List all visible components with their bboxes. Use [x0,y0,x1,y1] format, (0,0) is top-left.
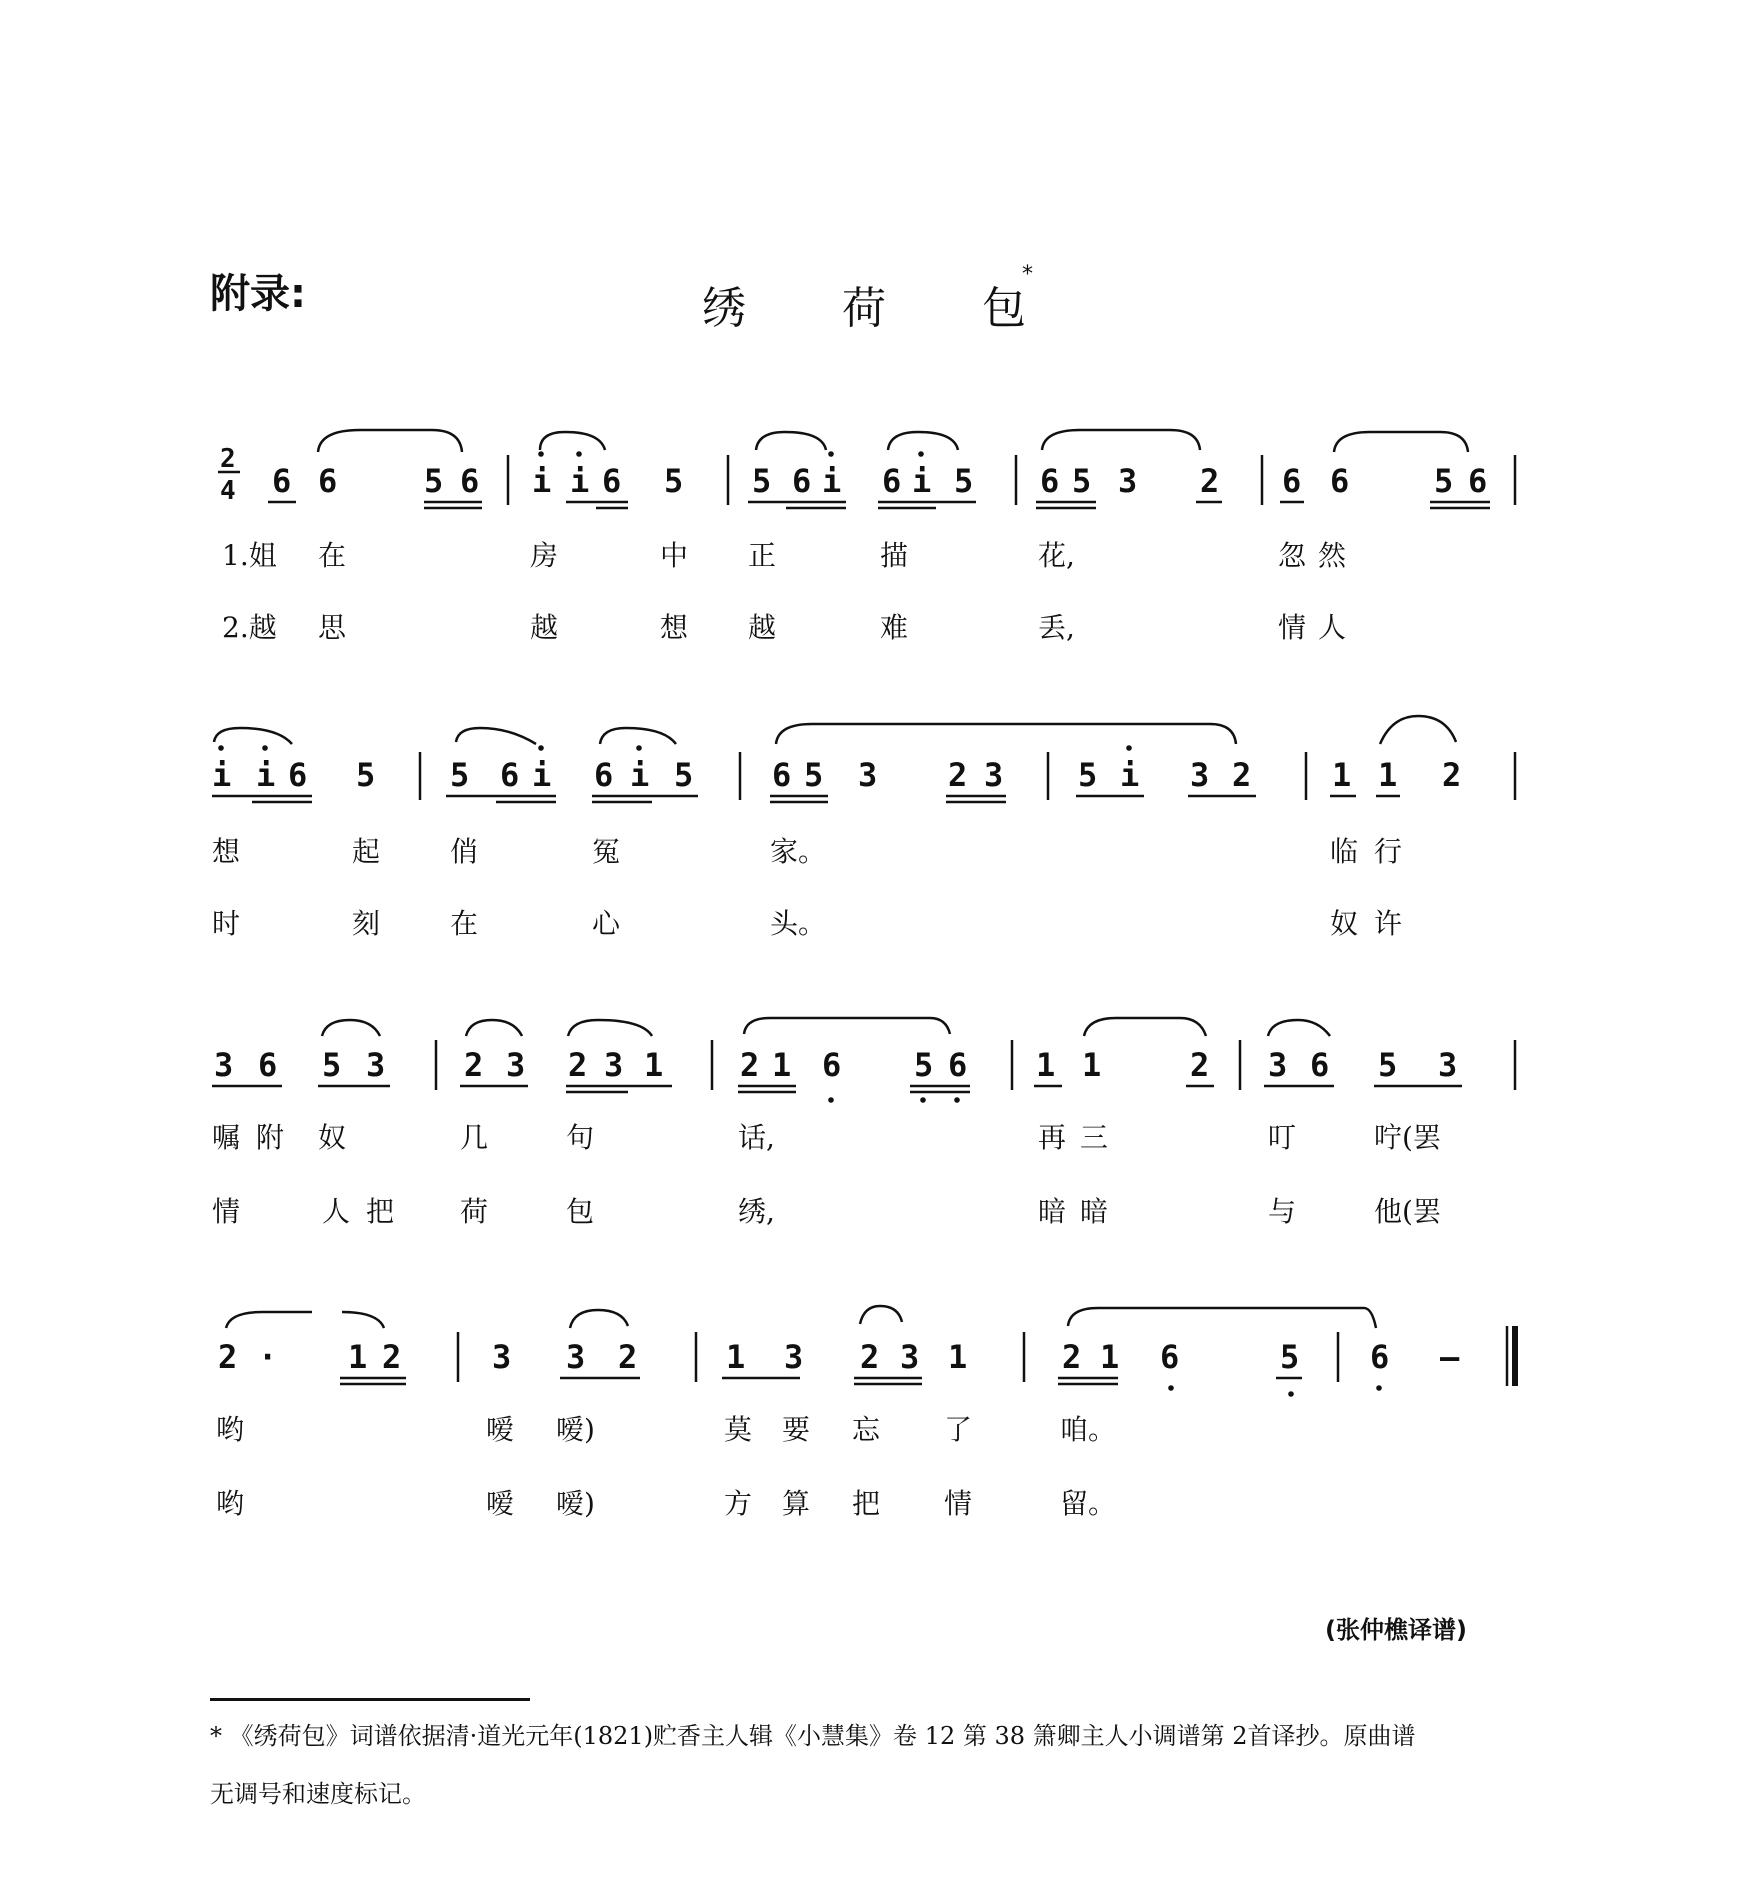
note: 6 [272,462,292,500]
note: 3 [984,756,1004,794]
title-char-2: 荷 [842,283,886,334]
note: i [532,756,552,794]
note: 6 [882,462,902,500]
slur [226,1312,312,1328]
lyric-v2: 刻 [352,907,381,940]
slur [540,432,605,450]
lyric-v1: 冤 [592,835,621,868]
note: 3 [366,1046,386,1084]
lyric-v1: 话, [738,1121,775,1154]
lyric-v2: 思 [318,611,347,644]
note: 6 [792,462,812,500]
note: 1 [772,1046,792,1084]
note: 6 [318,462,338,500]
slur [776,724,1236,744]
lyric-v1: 句 [566,1121,595,1154]
note: 2 [568,1046,588,1084]
note: 3 [566,1338,586,1376]
lyric-v1: 咱。 [1060,1413,1117,1446]
note: 5 [1280,1338,1300,1376]
lyric-v2: 暗 [1038,1195,1067,1228]
note: 6 [1370,1338,1390,1376]
slur [1380,716,1456,744]
note: 1 [348,1338,368,1376]
note: i [570,462,590,500]
high-octave-dot [1126,745,1132,751]
slur [756,432,826,450]
slur [318,430,462,452]
note: 5 [450,756,470,794]
slur [1268,1020,1330,1036]
note: 1 [1082,1046,1102,1084]
lyric-v2: 嗳 [486,1487,515,1520]
low-octave-dot [1376,1385,1382,1391]
note: 1 [726,1338,746,1376]
lyric-v2: 想 [660,611,689,644]
low-octave-dot [828,1097,834,1103]
lyric-v1: 房 [530,539,559,572]
high-octave-dot [538,745,544,751]
lyric-v1: 花, [1038,539,1075,572]
note: 1 [948,1338,968,1376]
note: 2 [382,1338,402,1376]
time-sig-top: 2 [220,444,236,474]
lyric-v2: 人 [322,1195,351,1228]
note: 2 [740,1046,760,1084]
slur [342,1312,384,1328]
lyric-v2: 丢, [1038,611,1075,644]
time-sig-bottom: 4 [220,476,236,506]
lyric-v2: 在 [450,907,479,940]
high-octave-dot [218,745,224,751]
lyric-v1: 1.姐 [222,539,277,572]
note: i [212,756,232,794]
lyric-v1: 再 [1038,1121,1067,1154]
note: 2 [464,1046,484,1084]
lyric-v2: 他(罢 [1374,1195,1441,1228]
note: 6 [1468,462,1488,500]
lyric-v1: 奴 [318,1121,347,1154]
lyric-v2: 越 [530,611,559,644]
lyric-v1: 临 [1330,835,1359,868]
lyric-v2: 绣, [738,1195,775,1228]
high-octave-dot [828,451,834,457]
note: 6 [1160,1338,1180,1376]
lyric-v2: 情 [212,1195,241,1228]
note: 6 [288,756,308,794]
note: 3 [492,1338,512,1376]
lyric-v2: 与 [1268,1195,1297,1228]
slur [570,1310,628,1328]
lyric-v2: 嗳) [556,1487,595,1520]
footnote-line-2: 无调号和速度标记。 [210,1780,426,1808]
lyric-v2: 难 [880,611,909,644]
note: 5 [322,1046,342,1084]
lyric-v2: 算 [782,1487,811,1520]
note: i [912,462,932,500]
note: 2 [1062,1338,1082,1376]
lyric-v1: 哟 [216,1413,245,1446]
lyric-v2: 留。 [1060,1487,1117,1520]
note: 1 [1332,756,1352,794]
note: 2 [618,1338,638,1376]
lyric-v2: 情 [1278,611,1307,644]
note: · [258,1338,278,1376]
lyric-v2: 包 [566,1195,595,1228]
note: 6 [822,1046,842,1084]
slur [600,728,676,744]
lyric-v2: 人 [1318,611,1347,644]
slur [744,1018,950,1034]
note: i [256,756,276,794]
note: 5 [752,462,772,500]
slur [568,1020,652,1036]
slur [214,728,292,744]
lyric-v1: 起 [352,835,381,868]
note: 5 [664,462,684,500]
note: 3 [1118,462,1138,500]
note: 6 [1330,462,1350,500]
lyric-v1: 三 [1080,1121,1109,1154]
note: 2 [1200,462,1220,500]
note: 5 [424,462,444,500]
lyric-v2: 方 [724,1487,753,1520]
note: 2 [218,1338,238,1376]
note: 6 [594,756,614,794]
lyric-v2: 把 [852,1487,881,1520]
lyric-v2: 许 [1374,907,1403,940]
lyric-v1: 家。 [770,835,827,868]
note: 5 [954,462,974,500]
lyric-v2: 哟 [216,1487,245,1520]
slur [1334,432,1468,452]
title-footnote-mark: * [1022,262,1033,287]
note: 6 [460,462,480,500]
lyric-v1: 几 [460,1121,489,1154]
note: 2 [860,1338,880,1376]
lyric-v2: 暗 [1080,1195,1109,1228]
note: 3 [1268,1046,1288,1084]
note: 6 [1310,1046,1330,1084]
note: 1 [1036,1046,1056,1084]
note: i [1120,756,1140,794]
lyric-v1: 莫 [724,1413,753,1446]
slur [1042,430,1200,450]
note: 3 [604,1046,624,1084]
slur [322,1020,380,1036]
low-octave-dot [920,1097,926,1103]
note: 6 [948,1046,968,1084]
note: i [822,462,842,500]
note: i [630,756,650,794]
title-char-3: 包 [982,283,1026,334]
lyric-v1: 正 [748,539,777,572]
note: 3 [858,756,878,794]
note: 5 [914,1046,934,1084]
high-octave-dot [538,451,544,457]
lyric-v1: 忽 [1278,539,1307,572]
slur [1084,1018,1206,1036]
lyric-v2: 头。 [770,907,827,940]
note: 2 [1442,756,1462,794]
high-octave-dot [576,451,582,457]
lyric-v1: 附 [256,1121,285,1154]
note: 1 [1100,1338,1120,1376]
lyric-v1: 嘱 [212,1121,241,1154]
note: 3 [214,1046,234,1084]
lyric-v1: 在 [318,539,347,572]
lyric-v1: 要 [782,1413,811,1446]
note: 3 [1438,1046,1458,1084]
lyric-v2: 荷 [460,1195,489,1228]
note: 6 [258,1046,278,1084]
note: 5 [674,756,694,794]
low-octave-dot [1168,1385,1174,1391]
lyric-v2: 时 [212,907,241,940]
note: 5 [1378,1046,1398,1084]
note: – [1440,1338,1460,1376]
lyric-v2: 情 [944,1487,973,1520]
slur [888,432,958,450]
note: 6 [500,756,520,794]
lyric-v1: 想 [212,835,241,868]
lyric-v1: 描 [880,539,909,572]
note: 3 [900,1338,920,1376]
lyric-v1: 咛(罢 [1374,1121,1441,1154]
note: i [532,462,552,500]
note: 5 [1078,756,1098,794]
transcriber-credit: (张仲樵译谱) [1325,1616,1467,1644]
lyric-v1: 俏 [450,835,479,868]
note: 3 [1190,756,1210,794]
appendix-label: 附录: [210,271,306,317]
high-octave-dot [262,745,268,751]
title-char-1: 绣 [702,283,746,334]
lyric-v1: 叮 [1268,1121,1297,1154]
high-octave-dot [636,745,642,751]
note: 6 [602,462,622,500]
slur [466,1020,522,1036]
note: 1 [644,1046,664,1084]
slur [1068,1308,1376,1328]
note: 2 [1190,1046,1210,1084]
high-octave-dot [918,451,924,457]
note: 6 [1040,462,1060,500]
footnote-rule [210,1698,530,1701]
note: 3 [784,1338,804,1376]
note: 2 [948,756,968,794]
note: 5 [356,756,376,794]
note: 5 [1072,462,1092,500]
note: 5 [1434,462,1454,500]
low-octave-dot [954,1097,960,1103]
lyric-v2: 越 [748,611,777,644]
slur [456,728,536,744]
lyric-v2: 心 [592,907,621,940]
lyric-v1: 嗳 [486,1413,515,1446]
note: 3 [506,1046,526,1084]
lyric-v2: 奴 [1330,907,1359,940]
note: 5 [804,756,824,794]
lyric-v2: 把 [366,1195,395,1228]
note: 6 [772,756,792,794]
low-octave-dot [1288,1391,1294,1397]
footnote-line-1: * 《绣荷包》词谱依据清·道光元年(1821)贮香主人辑《小慧集》卷 12 第 38 箫卿主人小调谱第 2首译抄。原曲谱 [210,1722,1416,1750]
lyric-v1: 中 [660,539,689,572]
lyric-v1: 行 [1374,835,1403,868]
lyric-v1: 然 [1318,539,1347,572]
lyric-v2: 2.越 [222,611,277,644]
lyric-v1: 了 [944,1413,973,1446]
lyric-v1: 忘 [852,1413,881,1446]
slur [860,1306,902,1324]
lyric-v1: 嗳) [556,1413,595,1446]
note: 2 [1232,756,1252,794]
note: 6 [1282,462,1302,500]
note: 1 [1378,756,1398,794]
